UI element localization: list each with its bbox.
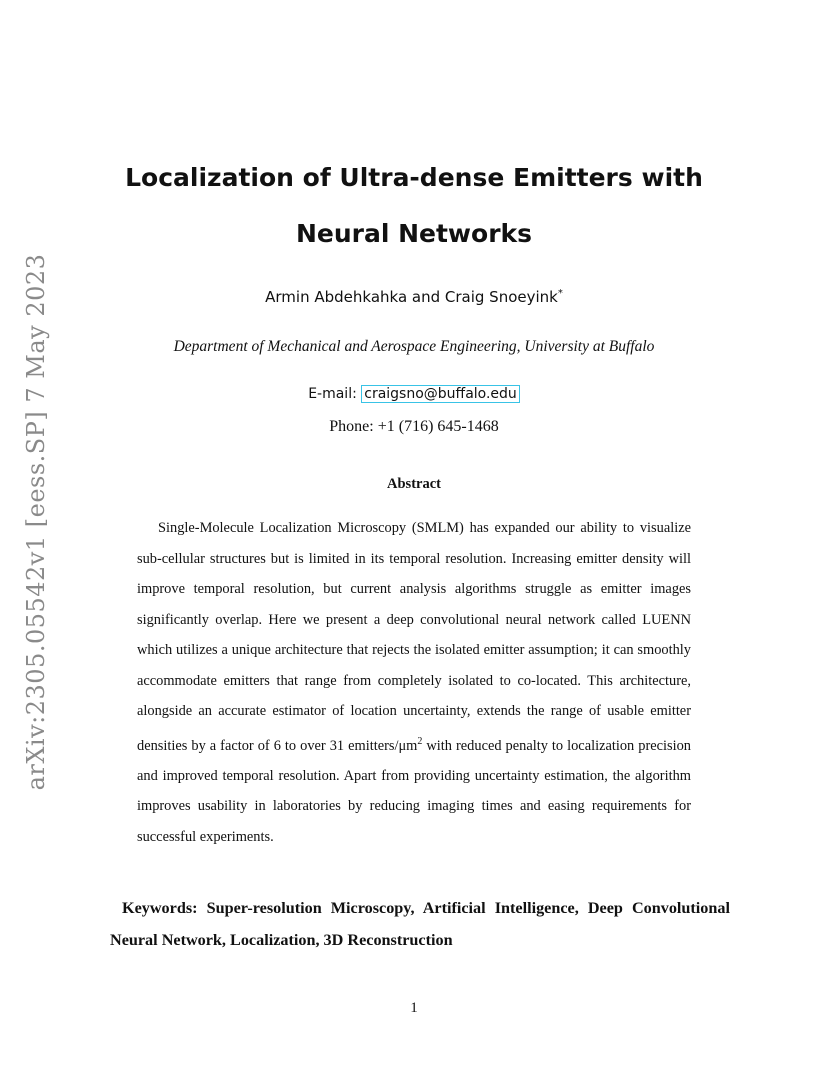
affiliation: Department of Mechanical and Aerospace Engineering, University at Buffalo (173, 338, 655, 355)
authors (0, 288, 828, 306)
abstract-body (137, 513, 691, 852)
keywords: Keywords: Super-resolution Microscopy, Artificial Intelligence, Deep Convolutional Neural Network, Localization, 3D Reconstruction (110, 899, 730, 949)
abstract-superscript: 2 (417, 735, 423, 747)
abstract-text-part-1: Single-Molecule Localization Microscopy (SMLM) has expanded our ability to visualize sub-cellular structures but is limited in its temporal resolution. Increasing emitter density will improve temporal resolution, but current analysis algorithms struggle as emitter images significantly overlap. Here we present a deep convolutional neural network called LUENN which utilizes a unique architecture that rejects the isolated emitter assumption; it can smoothly accommodate emitters that range from completely isolated to co-located. This architecture, alongside an accurate estimator of location uncertainty, extends the range of usable emitter densities by a factor of 6 to over 31 emitters/μm (137, 520, 691, 754)
phone-line: Phone: +1 (716) 645-1468 (329, 418, 499, 435)
paper-title: Localization of Ultra-dense Emitters with Neural Networks (125, 163, 703, 248)
email-line (0, 386, 828, 402)
arxiv-side-stamp: arXiv:2305.05542v1 [eess.SP] 7 May 2023 (22, 253, 50, 791)
author-names: Armin Abdehkahka and Craig Snoeyink (265, 288, 558, 306)
abstract-text-part-2: with reduced penalty to localization precision and improved temporal resolution. Apart from providing uncertainty estimation, the algorithm improves usability in laboratories by reducing imaging times and easing requirements for successful experiments. (137, 737, 692, 845)
page-number: 1 (410, 1000, 418, 1016)
corresponding-author-mark: * (557, 288, 563, 299)
email-label: E-mail: (308, 386, 362, 402)
abstract-heading: Abstract (387, 476, 441, 492)
email-link[interactable]: craigsno@buffalo.edu (361, 385, 520, 403)
